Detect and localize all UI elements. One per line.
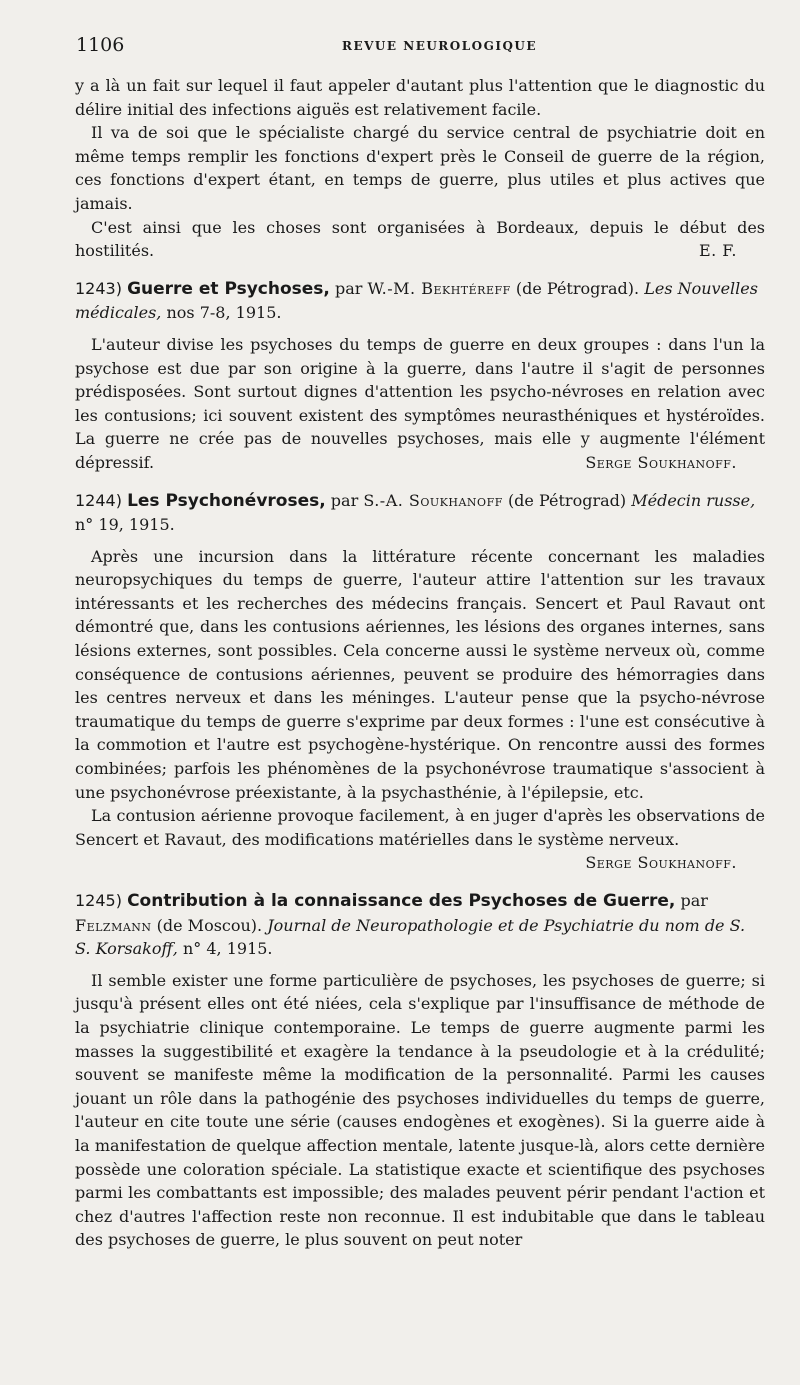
page-header	[0, 34, 800, 58]
entry-number: 1244)	[75, 490, 122, 510]
page-number: 1106	[76, 34, 125, 56]
abstract-entry	[75, 489, 765, 876]
entry-number: 1245)	[75, 891, 122, 910]
intro-paragraph: y a là un fait sur lequel il faut appeler d'autant plus l'attention que le diagnostic du délire initial des infections aiguës est relativement facile.	[75, 76, 765, 119]
page-body	[75, 74, 765, 1252]
entry-paragraph: La contusion aérienne provoque facilement, à en juger d'après les observations de Sencert et Ravaut, des modifications matérielles dans le système nerveux.	[75, 806, 765, 849]
entry-issue: n° 19, 1915.	[75, 515, 175, 535]
entry-by: par	[680, 891, 708, 910]
running-title: REVUE NEUROLOGIQUE	[342, 39, 538, 53]
entry-journal: Médecin russe,	[631, 490, 756, 510]
intro-paragraph: Il va de soi que le spécialiste chargé du service central de psychiatrie doit en même temps remplir les fonctions d'expert près le Conseil de guerre de la région, ces fonctions d'expert étant, en temps de guerre, plus utiles et plus actives que jamais.	[75, 123, 765, 213]
entry-by: par	[334, 278, 363, 298]
entry-paragraph: Il semble exister une forme particulière de psychoses, les psychoses de guerre; si jusqu'à présent elles ont été niées, cela s'explique par l'insuffisance de méthode de la psychiatrie clinique contemporaine. Le temps de guerre augmente parmi les masses la suggestibilité et exagère la tendance à la pseudologie et à la crédulité; souvent se manifeste même la modification de la personnalité. Parmi les causes jouant un rôle dans la pathogénie des psychoses individuelles du temps de guerre, l'auteur en cite toute une série (causes endogènes et exogènes). Si la guerre aide à la manifestation de quelque affection mentale, latente jusque-là, alors cette dernière possède une coloration spéciale. La statistique exacte et scientifique des psychoses parmi les combattants est impossible; des malades peuvent périr pendant l'action et chez d'autres l'affection reste non reconnue. Il est indubitable que dans le tableau des psychoses de guerre, le plus souvent on peut noter	[75, 970, 765, 1250]
entry-author: S.-A. Soukhanoff	[363, 490, 503, 510]
signature: Serge Soukhanoff.	[585, 452, 737, 472]
entry-issue: n° 4, 1915.	[182, 939, 273, 959]
intro-section	[75, 74, 765, 263]
abstract-entry	[75, 277, 765, 475]
entry-issue: nos 7-8, 1915.	[166, 303, 282, 323]
entry-origin: (de Moscou).	[156, 915, 263, 935]
entry-origin: (de Pétrograd)	[507, 490, 627, 510]
intro-paragraph: C'est ainsi que les choses sont organisées à Bordeaux, depuis le début des hostilités.	[75, 217, 765, 261]
entry-origin: (de Pétrograd).	[515, 278, 640, 298]
entry-journal: Journal de Neuropathologie et de Psychiatrie du nom de S. S. Korsakoff,	[75, 915, 746, 959]
entry-heading	[75, 889, 765, 961]
signature: E. F.	[698, 241, 737, 261]
entry-title: Contribution à la connaissance des Psychoses de Guerre,	[127, 891, 676, 911]
entry-heading	[75, 277, 765, 325]
entry-paragraph: Après une incursion dans la littérature récente concernant les maladies neuropsychiques du temps de guerre, l'auteur attire l'attention sur les travaux intéressants et les recherches des médecins français. Sencert et Paul Ravaut ont démontré que, dans les contusions aériennes, les lésions des organes internes, sans lésions externes, sont possibles. Cela concerne aussi le système nerveux où, comme conséquence de contusions aériennes, peuvent se produire des hémorragies dans les centres nerveux et dans les méninges. L'auteur pense que la psycho-névrose traumatique du temps de guerre s'exprime par deux formes : l'une est consécutive à la commotion et l'autre est psychogène-hystérique. On rencontre aussi des formes combinées; parfois les phénomènes de la psychonévrose traumatique s'associent à une psychonévrose préexistante, à la psychasthénie, à l'épilepsie, etc.	[75, 546, 765, 802]
entry-by: par	[330, 490, 359, 510]
abstract-entry	[75, 889, 765, 1252]
entry-journal: Les Nouvelles médicales,	[75, 278, 758, 323]
entry-number: 1243)	[75, 278, 122, 298]
entry-author: Felzmann	[75, 915, 152, 935]
entry-title: Les Psychonévroses,	[127, 490, 326, 511]
entry-heading	[75, 489, 765, 537]
entry-paragraph: L'auteur divise les psychoses du temps de guerre en deux groupes : dans l'un la psychose est due par son origine à la guerre, dans l'autre il s'agit de personnes prédisposées. Sont surtout dignes d'attention les psycho-névroses en relation avec les contusions; ici souvent existent des symptômes neurasthéniques et hystéroïdes. La guerre ne crée pas de nouvelles psychoses, mais elle y augmente l'élément dépressif.	[75, 334, 765, 472]
signature: Serge Soukhanoff.	[585, 853, 737, 873]
entry-author: W.-M. Bekhtéreff	[367, 278, 511, 298]
entry-title: Guerre et Psychoses,	[127, 278, 330, 299]
